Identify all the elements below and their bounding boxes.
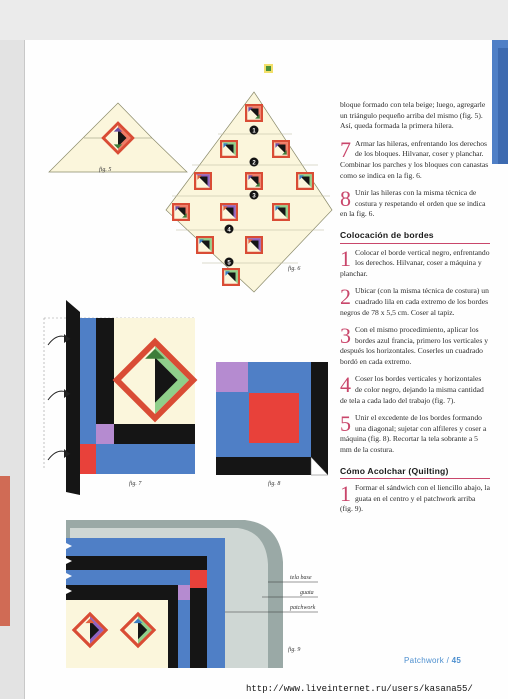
border-step-1-text: Colocar el borde vertical negro, enfrentando los derechos. Hilvanar, coser a máquina y planchar. (340, 247, 490, 278)
heading-quilting: Cómo Acolchar (Quilting) (340, 465, 449, 476)
label-top: patchwork (290, 605, 316, 611)
border-step-1-number: 1 (340, 245, 351, 271)
fig7-diagram (44, 300, 197, 495)
fig5-caption: fig. 5 (99, 167, 112, 173)
heading-quilting-rule (340, 478, 490, 479)
quilting-step-1-text: Formar el sándwich con el liencillo abajo, la guata en el centro y el patchwork arriba (fig. 9). (340, 483, 490, 514)
border-step-4-number: 4 (340, 372, 351, 398)
page-number: 45 (451, 656, 462, 665)
fig9-diagram (66, 520, 318, 668)
border-step-3 (340, 325, 490, 367)
fig8-caption: fig. 8 (268, 481, 281, 487)
fig7-caption: fig. 7 (129, 481, 142, 487)
fig9-caption: fig. 9 (288, 647, 301, 653)
fig8-diagram (216, 362, 328, 475)
step-8 (340, 188, 490, 220)
quilting-step-1-number: 1 (340, 481, 351, 507)
intro-paragraph: bloque formado con tela beige; luego, agregarle un triángulo pequeño arriba del mismo (fig. 5). Así, queda formada la primera hilera. (340, 100, 486, 131)
instructions-column (340, 100, 490, 522)
border-step-5-number: 5 (340, 411, 351, 437)
label-backing: tela base (290, 575, 312, 581)
border-step-2-number: 2 (340, 284, 351, 310)
border-step-1 (340, 245, 490, 280)
border-step-5 (340, 413, 490, 455)
flower-ornament (264, 64, 273, 73)
footer-section: Patchwork (404, 656, 445, 665)
border-step-3-number: 3 (340, 323, 351, 349)
row-marker-3-label: 3 (252, 193, 256, 200)
footer-separator: / (446, 656, 450, 665)
row-marker-2-label: 2 (252, 160, 256, 167)
border-step-2 (340, 286, 490, 318)
step-8-text: Unir las hileras con la misma técnica de costura y respetando el orden que se indica en la fig. 6. (340, 188, 486, 219)
border-step-2-text: Ubicar (con la misma técnica de costura) un cuadrado lila en cada extremo de los bordes negros de 78 x 5,5 cm. Coser al tapiz. (340, 286, 489, 317)
row-marker-4-label: 4 (227, 227, 231, 234)
border-step-5-text: Unir el excedente de los bordes formando una diagonal; sujetar con alfileres y coser a máquina (fig. 8). Recortar la tela sobrante a 5 mm de la costura. (340, 413, 487, 455)
border-step-3-text: Con el mismo procedimiento, aplicar los bordes azul francia, primero los verticales y después los horizontales. Coserles un cuadrado bordó en cada extremo. (340, 325, 489, 366)
heading-borders-rule (340, 243, 490, 244)
step-8-number: 8 (340, 186, 351, 212)
fig5-diagram (49, 103, 187, 172)
watermark-url: http://www.liveinternet.ru/users/kasana55/ (246, 684, 473, 694)
quilting-step-1 (340, 483, 490, 515)
label-batting: guata (300, 590, 314, 596)
row-marker-1-label: 1 (252, 128, 256, 135)
step-7-number: 7 (340, 136, 351, 162)
border-step-4-text: Coser los bordes verticales y horizontales de color negro, dejando la misma cantidad de tela a cada lado del trabajo (fig. 7). (340, 374, 484, 405)
heading-borders: Colocación de bordes (340, 229, 434, 240)
border-step-4 (340, 374, 490, 406)
fig6-diagram (166, 92, 332, 292)
step-7 (340, 136, 490, 181)
row-marker-5-label: 5 (227, 260, 231, 267)
fig6-caption: fig. 6 (288, 266, 301, 272)
step-7-text: Armar las hileras, enfrentando los derechos de los bloques. Hilvanar, coser y planchar. Combinar los parches y los bloques con canastas como se indica en la fig. 6. (340, 138, 489, 180)
page-footer (404, 656, 461, 665)
